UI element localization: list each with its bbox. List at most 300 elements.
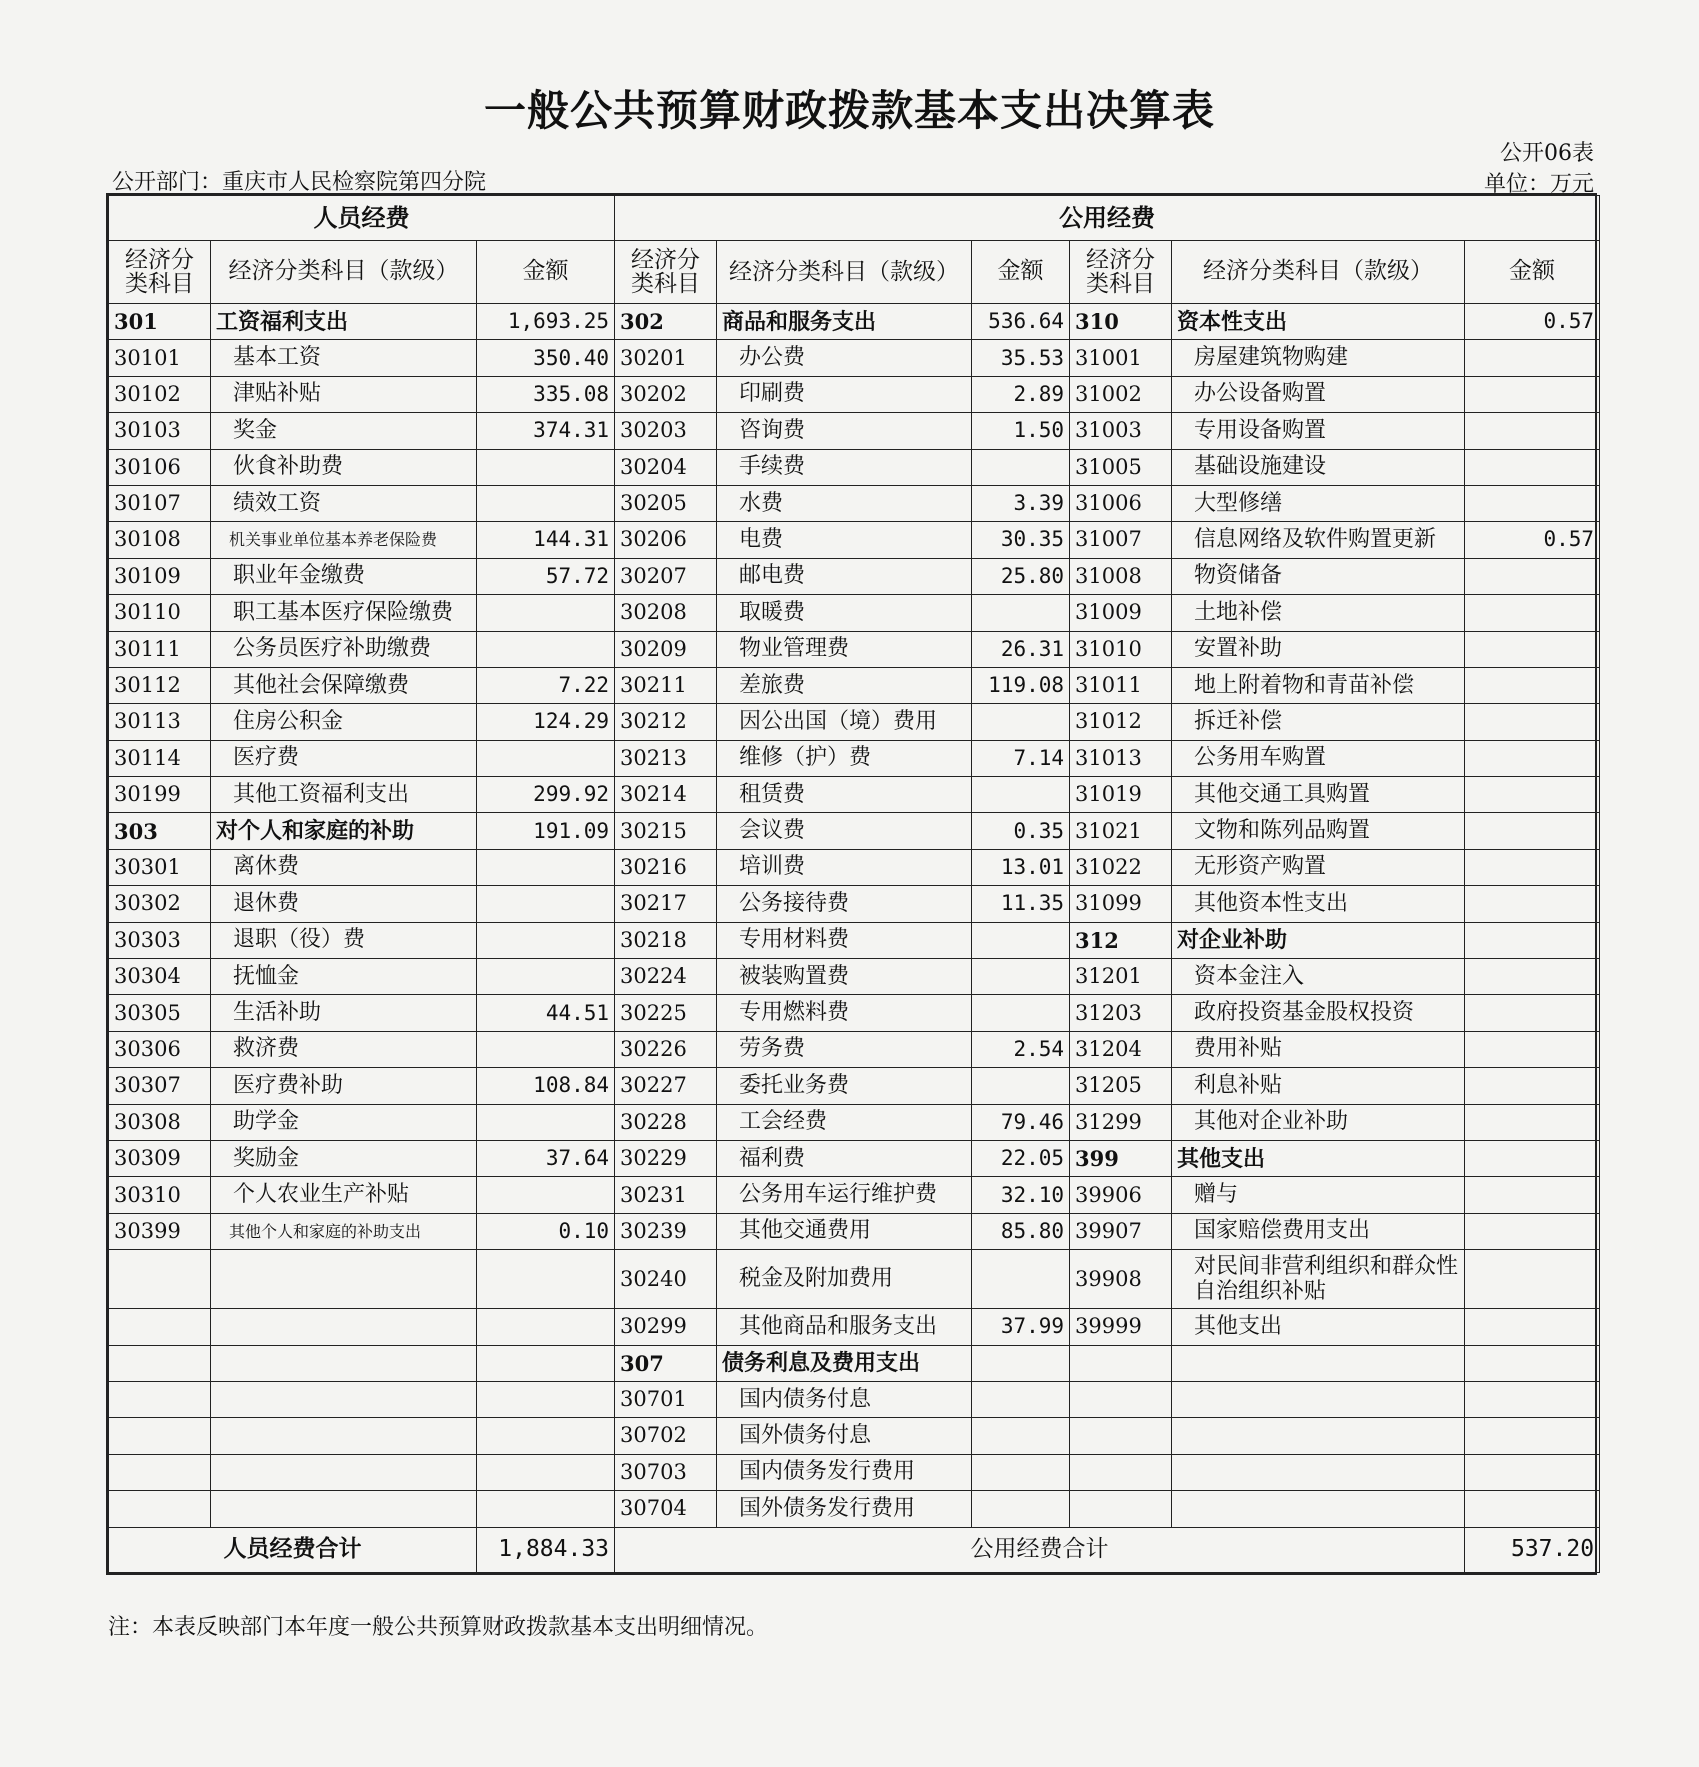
table-row [109, 1140, 1600, 1176]
amount-cell [972, 995, 1070, 1031]
econ-name-cell: 被装购置费 [717, 959, 972, 995]
amount-cell: 37.99 [972, 1309, 1070, 1345]
econ-name-cell: 专用燃料费 [717, 995, 972, 1031]
econ-name-cell [1172, 1418, 1465, 1454]
econ-code-cell: 30114 [109, 740, 211, 776]
econ-name-cell [211, 1250, 477, 1309]
econ-code-cell: 31021 [1070, 813, 1172, 849]
econ-code-cell [109, 1309, 211, 1345]
amount-cell [477, 631, 615, 667]
econ-code-cell: 31001 [1070, 340, 1172, 376]
amount-cell [1465, 449, 1600, 485]
econ-name-cell: 生活补助 [211, 995, 477, 1031]
amount-cell [1465, 777, 1600, 813]
amount-cell [477, 1491, 615, 1527]
econ-code-cell [109, 1454, 211, 1490]
econ-code-cell: 31008 [1070, 558, 1172, 594]
amount-cell [1465, 1140, 1600, 1176]
table-row [109, 1177, 1600, 1213]
econ-name-cell: 退休费 [211, 886, 477, 922]
col-header-amount: 金额 [477, 241, 615, 304]
form-number: 公开06表 [1500, 141, 1594, 166]
amount-cell [972, 959, 1070, 995]
econ-name-cell: 其他社会保障缴费 [211, 667, 477, 703]
econ-name-cell: 其他交通工具购置 [1172, 777, 1465, 813]
econ-code-cell: 30113 [109, 704, 211, 740]
table-row [109, 777, 1600, 813]
econ-code-cell: 30305 [109, 995, 211, 1031]
amount-cell [1465, 1454, 1600, 1490]
econ-name-cell: 安置补助 [1172, 631, 1465, 667]
col-header-code: 经济分类科目 [1070, 241, 1172, 304]
econ-code-cell: 30303 [109, 922, 211, 958]
amount-cell: 191.09 [477, 813, 615, 849]
econ-name-cell: 国内债务付息 [717, 1381, 972, 1417]
amount-cell [477, 922, 615, 958]
amount-cell [477, 886, 615, 922]
econ-code-cell: 30103 [109, 413, 211, 449]
econ-name-cell: 其他个人和家庭的补助支出 [211, 1213, 477, 1249]
amount-cell: 144.31 [477, 522, 615, 558]
amount-cell: 1,693.25 [477, 304, 615, 340]
amount-cell [1465, 1491, 1600, 1527]
table-row [109, 413, 1600, 449]
amount-cell: 3.39 [972, 485, 1070, 521]
econ-name-cell: 大型修缮 [1172, 485, 1465, 521]
amount-cell [1465, 558, 1600, 594]
econ-code-cell: 30207 [615, 558, 717, 594]
econ-name-cell: 物业管理费 [717, 631, 972, 667]
econ-code-cell: 30101 [109, 340, 211, 376]
table-row [109, 376, 1600, 412]
econ-name-cell: 基本工资 [211, 340, 477, 376]
econ-code-cell: 31013 [1070, 740, 1172, 776]
econ-name-cell: 公务员医疗补助缴费 [211, 631, 477, 667]
table-row [109, 304, 1600, 340]
econ-name-cell: 劳务费 [717, 1031, 972, 1067]
econ-name-cell: 租赁费 [717, 777, 972, 813]
personnel-total-value: 1,884.33 [477, 1527, 615, 1572]
table-row [109, 1491, 1600, 1527]
table-row [109, 1381, 1600, 1417]
amount-cell [477, 449, 615, 485]
econ-code-cell: 31003 [1070, 413, 1172, 449]
amount-cell [1465, 813, 1600, 849]
econ-name-cell: 办公设备购置 [1172, 376, 1465, 412]
econ-name-cell: 其他商品和服务支出 [717, 1309, 972, 1345]
table-row [109, 558, 1600, 594]
amount-cell [477, 1177, 615, 1213]
amount-cell: 13.01 [972, 849, 1070, 885]
econ-code-cell: 31201 [1070, 959, 1172, 995]
econ-code-cell: 30301 [109, 849, 211, 885]
econ-code-cell: 31019 [1070, 777, 1172, 813]
econ-name-cell: 对民间非营利组织和群众性自治组织补贴 [1172, 1250, 1465, 1309]
econ-name-cell: 邮电费 [717, 558, 972, 594]
table-row [109, 667, 1600, 703]
col-header-name: 经济分类科目（款级） [1172, 241, 1465, 304]
amount-cell [972, 1250, 1070, 1309]
econ-name-cell: 无形资产购置 [1172, 849, 1465, 885]
econ-name-cell [211, 1381, 477, 1417]
col-header-code: 经济分类科目 [615, 241, 717, 304]
econ-name-cell: 国外债务发行费用 [717, 1491, 972, 1527]
econ-name-cell: 会议费 [717, 813, 972, 849]
amount-cell [972, 922, 1070, 958]
econ-name-cell: 国外债务付息 [717, 1418, 972, 1454]
table-row [109, 631, 1600, 667]
econ-code-cell [1070, 1418, 1172, 1454]
amount-cell: 0.57 [1465, 522, 1600, 558]
econ-name-cell: 医疗费补助 [211, 1068, 477, 1104]
page-title: 一般公共预算财政拨款基本支出决算表 [483, 86, 1215, 135]
amount-cell [477, 1104, 615, 1140]
econ-name-cell: 资本金注入 [1172, 959, 1465, 995]
amount-cell: 30.35 [972, 522, 1070, 558]
econ-name-cell [1172, 1491, 1465, 1527]
econ-name-cell: 商品和服务支出 [717, 304, 972, 340]
col-header-code: 经济分类科目 [109, 241, 211, 304]
econ-name-cell: 工资福利支出 [211, 304, 477, 340]
amount-cell [1465, 376, 1600, 412]
personnel-total-label: 人员经费合计 [109, 1527, 477, 1572]
econ-name-cell: 机关事业单位基本养老保险费 [211, 522, 477, 558]
econ-name-cell: 利息补贴 [1172, 1068, 1465, 1104]
econ-code-cell: 30107 [109, 485, 211, 521]
econ-code-cell [1070, 1381, 1172, 1417]
econ-name-cell: 专用设备购置 [1172, 413, 1465, 449]
amount-cell: 0.10 [477, 1213, 615, 1249]
amount-cell [1465, 631, 1600, 667]
econ-code-cell: 310 [1070, 304, 1172, 340]
econ-code-cell: 30228 [615, 1104, 717, 1140]
amount-cell [1465, 667, 1600, 703]
econ-name-cell: 拆迁补偿 [1172, 704, 1465, 740]
econ-code-cell: 301 [109, 304, 211, 340]
econ-code-cell: 31299 [1070, 1104, 1172, 1140]
personnel-section-header: 人员经费 [109, 196, 615, 241]
econ-name-cell: 职业年金缴费 [211, 558, 477, 594]
econ-name-cell: 绩效工资 [211, 485, 477, 521]
amount-cell [972, 1345, 1070, 1381]
amount-cell: 0.57 [1465, 304, 1600, 340]
econ-code-cell: 30309 [109, 1140, 211, 1176]
econ-code-cell: 30310 [109, 1177, 211, 1213]
econ-code-cell: 312 [1070, 922, 1172, 958]
econ-name-cell: 公务用车运行维护费 [717, 1177, 972, 1213]
econ-code-cell: 39908 [1070, 1250, 1172, 1309]
econ-name-cell: 维修（护）费 [717, 740, 972, 776]
econ-name-cell: 资本性支出 [1172, 304, 1465, 340]
amount-cell: 124.29 [477, 704, 615, 740]
table-row [109, 449, 1600, 485]
econ-name-cell [211, 1309, 477, 1345]
amount-cell [1465, 1309, 1600, 1345]
amount-cell: 2.89 [972, 376, 1070, 412]
econ-name-cell: 专用材料费 [717, 922, 972, 958]
econ-name-cell: 其他对企业补助 [1172, 1104, 1465, 1140]
table-row [109, 1454, 1600, 1490]
amount-cell [972, 1418, 1070, 1454]
econ-name-cell: 费用补贴 [1172, 1031, 1465, 1067]
amount-cell [477, 595, 615, 631]
econ-code-cell: 30209 [615, 631, 717, 667]
amount-cell [477, 1345, 615, 1381]
col-header-amount: 金额 [1465, 241, 1600, 304]
amount-cell [477, 1454, 615, 1490]
table-row [109, 1250, 1600, 1309]
amount-cell [1465, 1213, 1600, 1249]
econ-code-cell: 30218 [615, 922, 717, 958]
amount-cell [1465, 1381, 1600, 1417]
econ-code-cell: 30304 [109, 959, 211, 995]
amount-cell [1465, 1104, 1600, 1140]
econ-code-cell: 30208 [615, 595, 717, 631]
econ-name-cell [211, 1491, 477, 1527]
econ-name-cell: 印刷费 [717, 376, 972, 412]
econ-code-cell: 302 [615, 304, 717, 340]
econ-code-cell: 30111 [109, 631, 211, 667]
econ-code-cell: 31005 [1070, 449, 1172, 485]
econ-name-cell: 职工基本医疗保险缴费 [211, 595, 477, 631]
amount-cell: 374.31 [477, 413, 615, 449]
econ-code-cell: 307 [615, 1345, 717, 1381]
amount-cell [1465, 1345, 1600, 1381]
amount-cell [972, 1491, 1070, 1527]
econ-code-cell: 30225 [615, 995, 717, 1031]
amount-cell [1465, 485, 1600, 521]
econ-name-cell: 税金及附加费用 [717, 1250, 972, 1309]
amount-cell [477, 1309, 615, 1345]
econ-name-cell: 培训费 [717, 849, 972, 885]
amount-cell [1465, 1068, 1600, 1104]
amount-cell: 11.35 [972, 886, 1070, 922]
econ-name-cell: 赠与 [1172, 1177, 1465, 1213]
econ-name-cell: 其他支出 [1172, 1140, 1465, 1176]
table-row [109, 1309, 1600, 1345]
public-section-header: 公用经费 [615, 196, 1600, 241]
econ-name-cell: 对个人和家庭的补助 [211, 813, 477, 849]
table-row [109, 485, 1600, 521]
econ-name-cell: 手续费 [717, 449, 972, 485]
table-row [109, 595, 1600, 631]
amount-cell [972, 595, 1070, 631]
econ-code-cell: 303 [109, 813, 211, 849]
econ-name-cell [1172, 1345, 1465, 1381]
econ-code-cell [1070, 1491, 1172, 1527]
table-row [109, 959, 1600, 995]
amount-cell [1465, 413, 1600, 449]
amount-cell [1465, 995, 1600, 1031]
col-header-name: 经济分类科目（款级） [717, 241, 972, 304]
econ-code-cell: 30224 [615, 959, 717, 995]
amount-cell [972, 1381, 1070, 1417]
econ-name-cell: 国内债务发行费用 [717, 1454, 972, 1490]
amount-cell [477, 1031, 615, 1067]
amount-cell: 299.92 [477, 777, 615, 813]
econ-name-cell [211, 1345, 477, 1381]
econ-name-cell: 个人农业生产补贴 [211, 1177, 477, 1213]
amount-cell [477, 1418, 615, 1454]
econ-name-cell: 助学金 [211, 1104, 477, 1140]
econ-name-cell [211, 1454, 477, 1490]
econ-code-cell: 30215 [615, 813, 717, 849]
amount-cell: 35.53 [972, 340, 1070, 376]
econ-name-cell: 津贴补贴 [211, 376, 477, 412]
table-row [109, 1104, 1600, 1140]
amount-cell: 85.80 [972, 1213, 1070, 1249]
public-total-value: 537.20 [1465, 1527, 1600, 1572]
econ-name-cell: 地上附着物和青苗补偿 [1172, 667, 1465, 703]
table-row [109, 886, 1600, 922]
econ-name-cell: 因公出国（境）费用 [717, 704, 972, 740]
econ-code-cell: 30239 [615, 1213, 717, 1249]
amount-cell [1465, 849, 1600, 885]
amount-cell [477, 740, 615, 776]
amount-cell: 350.40 [477, 340, 615, 376]
econ-code-cell: 399 [1070, 1140, 1172, 1176]
amount-cell: 536.64 [972, 304, 1070, 340]
table-body [109, 304, 1600, 1528]
col-header-amount: 金额 [972, 241, 1070, 304]
econ-code-cell: 30704 [615, 1491, 717, 1527]
econ-code-cell [109, 1381, 211, 1417]
econ-code-cell: 30302 [109, 886, 211, 922]
econ-name-cell: 其他资本性支出 [1172, 886, 1465, 922]
econ-code-cell: 30306 [109, 1031, 211, 1067]
econ-code-cell: 30106 [109, 449, 211, 485]
econ-name-cell: 离休费 [211, 849, 477, 885]
table-row [109, 340, 1600, 376]
amount-cell: 26.31 [972, 631, 1070, 667]
amount-cell [1465, 886, 1600, 922]
econ-code-cell: 31099 [1070, 886, 1172, 922]
econ-code-cell: 30110 [109, 595, 211, 631]
amount-cell [1465, 740, 1600, 776]
amount-cell [1465, 595, 1600, 631]
econ-code-cell: 30204 [615, 449, 717, 485]
econ-name-cell: 文物和陈列品购置 [1172, 813, 1465, 849]
amount-cell [477, 485, 615, 521]
econ-name-cell: 政府投资基金股权投资 [1172, 995, 1465, 1031]
amount-cell: 7.14 [972, 740, 1070, 776]
econ-code-cell: 30399 [109, 1213, 211, 1249]
amount-cell: 57.72 [477, 558, 615, 594]
econ-code-cell: 30701 [615, 1381, 717, 1417]
econ-code-cell [109, 1491, 211, 1527]
amount-cell [1465, 704, 1600, 740]
econ-name-cell: 物资储备 [1172, 558, 1465, 594]
amount-cell: 7.22 [477, 667, 615, 703]
table-row [109, 1345, 1600, 1381]
amount-cell [477, 959, 615, 995]
econ-code-cell: 31010 [1070, 631, 1172, 667]
econ-name-cell: 公务接待费 [717, 886, 972, 922]
econ-name-cell: 退职（役）费 [211, 922, 477, 958]
econ-name-cell: 债务利息及费用支出 [717, 1345, 972, 1381]
econ-code-cell: 30211 [615, 667, 717, 703]
amount-cell: 25.80 [972, 558, 1070, 594]
econ-code-cell: 30217 [615, 886, 717, 922]
econ-code-cell: 30702 [615, 1418, 717, 1454]
amount-cell [1465, 959, 1600, 995]
econ-code-cell: 30231 [615, 1177, 717, 1213]
econ-name-cell: 电费 [717, 522, 972, 558]
econ-code-cell: 30213 [615, 740, 717, 776]
amount-cell [972, 1068, 1070, 1104]
econ-name-cell: 医疗费 [211, 740, 477, 776]
amount-cell: 79.46 [972, 1104, 1070, 1140]
amount-cell: 22.05 [972, 1140, 1070, 1176]
econ-code-cell: 31203 [1070, 995, 1172, 1031]
econ-code-cell: 30299 [615, 1309, 717, 1345]
econ-name-cell: 咨询费 [717, 413, 972, 449]
econ-code-cell: 31204 [1070, 1031, 1172, 1067]
amount-cell [477, 1250, 615, 1309]
amount-cell [1465, 1177, 1600, 1213]
econ-code-cell: 30214 [615, 777, 717, 813]
econ-name-cell: 对企业补助 [1172, 922, 1465, 958]
amount-cell [477, 1381, 615, 1417]
econ-name-cell: 土地补偿 [1172, 595, 1465, 631]
econ-code-cell: 31022 [1070, 849, 1172, 885]
expenditure-table-container [106, 193, 1597, 1575]
table-row [109, 1068, 1600, 1104]
amount-cell: 335.08 [477, 376, 615, 412]
econ-code-cell: 30240 [615, 1250, 717, 1309]
econ-code-cell: 30226 [615, 1031, 717, 1067]
econ-code-cell: 30108 [109, 522, 211, 558]
econ-name-cell: 其他交通费用 [717, 1213, 972, 1249]
econ-name-cell: 福利费 [717, 1140, 972, 1176]
econ-code-cell: 39999 [1070, 1309, 1172, 1345]
econ-code-cell: 31007 [1070, 522, 1172, 558]
econ-code-cell: 31006 [1070, 485, 1172, 521]
econ-name-cell: 住房公积金 [211, 704, 477, 740]
econ-code-cell: 30199 [109, 777, 211, 813]
amount-cell [972, 449, 1070, 485]
econ-code-cell: 30112 [109, 667, 211, 703]
amount-cell: 0.35 [972, 813, 1070, 849]
table-row [109, 1213, 1600, 1249]
econ-code-cell: 30212 [615, 704, 717, 740]
econ-code-cell: 30703 [615, 1454, 717, 1490]
amount-cell [1465, 340, 1600, 376]
econ-code-cell: 31012 [1070, 704, 1172, 740]
econ-code-cell: 39907 [1070, 1213, 1172, 1249]
table-row [109, 849, 1600, 885]
expenditure-table [108, 195, 1600, 1573]
unit-label: 单位：万元 [1483, 172, 1594, 197]
econ-code-cell [109, 1418, 211, 1454]
econ-code-cell: 30203 [615, 413, 717, 449]
econ-code-cell: 30307 [109, 1068, 211, 1104]
econ-name-cell: 救济费 [211, 1031, 477, 1067]
econ-code-cell: 30227 [615, 1068, 717, 1104]
amount-cell: 108.84 [477, 1068, 615, 1104]
econ-name-cell: 水费 [717, 485, 972, 521]
econ-name-cell: 国家赔偿费用支出 [1172, 1213, 1465, 1249]
econ-name-cell: 工会经费 [717, 1104, 972, 1140]
econ-name-cell: 委托业务费 [717, 1068, 972, 1104]
amount-cell: 2.54 [972, 1031, 1070, 1067]
table-row [109, 704, 1600, 740]
econ-code-cell: 30308 [109, 1104, 211, 1140]
econ-code-cell [109, 1250, 211, 1309]
econ-name-cell: 差旅费 [717, 667, 972, 703]
table-row [109, 522, 1600, 558]
econ-name-cell: 其他工资福利支出 [211, 777, 477, 813]
